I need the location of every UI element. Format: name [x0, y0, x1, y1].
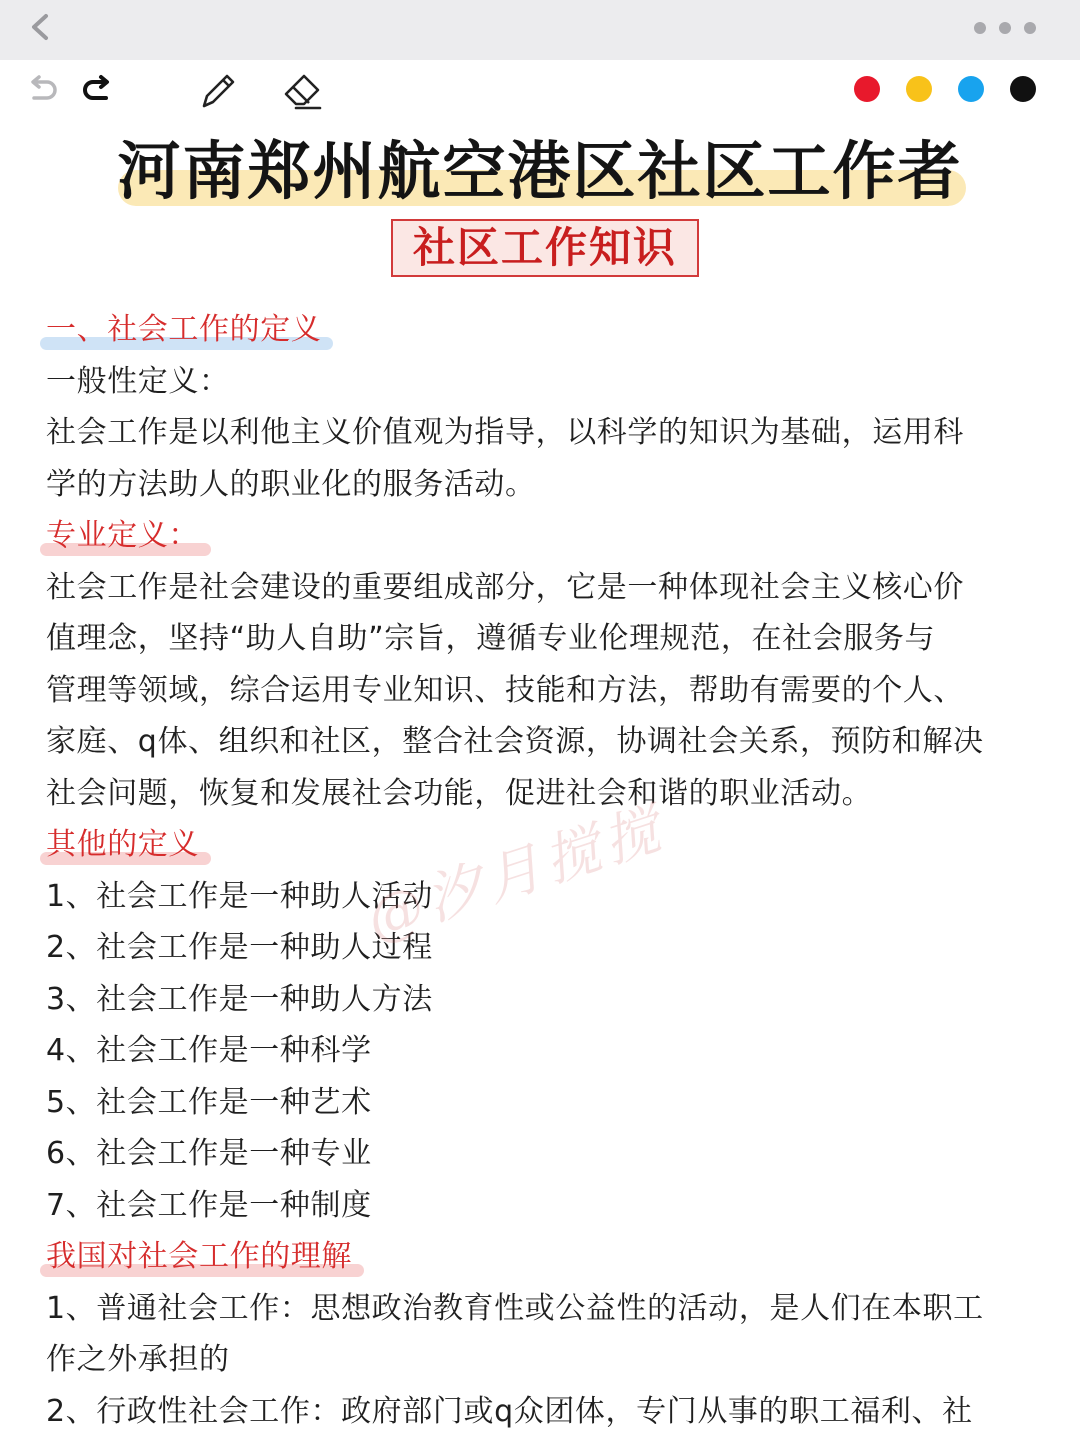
note-line: [46, 1231, 1046, 1283]
subtitle-box: [391, 219, 699, 277]
back-chevron-icon[interactable]: [26, 12, 56, 42]
section-heading: [46, 304, 321, 356]
note-content: [46, 304, 1046, 1437]
list-item: 7、社会工作是一种制度: [46, 1187, 372, 1223]
list-item: 1、普通社会工作：思想政治教育性或公益性的活动，是人们在本职工: [46, 1290, 984, 1326]
top-navigation-bar: [0, 0, 1080, 60]
color-swatch-yellow[interactable]: [906, 76, 932, 102]
list-item: 4、社会工作是一种科学: [46, 1033, 372, 1068]
drawing-toolbar: [0, 60, 1080, 120]
list-item: 6、社会工作是一种专业: [46, 1136, 372, 1171]
note-line: 学的方法助人的职业化的服务活动。: [46, 466, 536, 502]
note-line: 管理等领域，综合运用专业知识、技能和方法，帮助有需要的个人、: [46, 672, 964, 708]
note-line: 家庭、q体、组织和社区，整合社会资源，协调社会关系，预防和解决: [46, 724, 984, 759]
note-line: 社会工作是以利他主义价值观为指导，以科学的知识为基础，运用科: [46, 415, 964, 450]
list-item: 3、社会工作是一种助人方法: [46, 981, 433, 1017]
color-swatch-blue[interactable]: [958, 76, 984, 102]
more-dots-icon[interactable]: [970, 20, 1040, 36]
heading-text: 我国对社会工作的理解: [46, 1239, 352, 1274]
color-swatch-black[interactable]: [1010, 76, 1036, 102]
list-item: 2、行政性社会工作：政府部门或q众团体，专门从事的职工福利、社: [46, 1393, 973, 1429]
subsection-heading: [46, 1231, 352, 1283]
note-line: 社会问题，恢复和发展社会功能，促进社会和谐的职业活动。: [46, 775, 873, 811]
heading-text: 专业定义：: [46, 518, 199, 553]
title-area: [0, 126, 1080, 216]
note-line: 作之外承担的: [46, 1342, 230, 1377]
undo-icon[interactable]: [20, 68, 64, 112]
redo-icon[interactable]: [76, 68, 120, 112]
note-line: 值理念，坚持“助人自助”宗旨，遵循专业伦理规范，在社会服务与: [46, 621, 936, 656]
list-item: 1、社会工作是一种助人活动: [46, 878, 433, 914]
pencil-icon[interactable]: [196, 68, 240, 112]
note-line: [46, 304, 1046, 356]
list-item: 5、社会工作是一种艺术: [46, 1084, 372, 1120]
subsection-heading: [46, 819, 199, 871]
subsection-heading: [46, 510, 199, 562]
watermark: @汐月搅搅: [358, 795, 674, 954]
page-subtitle: 社区工作知识: [412, 223, 677, 272]
page-title: 河南郑州航空港区社区工作者: [117, 134, 963, 208]
eraser-icon[interactable]: [280, 68, 324, 112]
heading-text: 其他的定义: [46, 827, 199, 862]
note-line: [46, 510, 1046, 562]
note-line: 社会工作是社会建设的重要组成部分，它是一种体现社会主义核心价: [46, 569, 964, 605]
note-line: [46, 819, 1046, 871]
list-item: 2、社会工作是一种助人过程: [46, 930, 433, 965]
heading-text: 一、社会工作的定义: [46, 312, 322, 347]
color-swatch-red[interactable]: [854, 76, 880, 102]
note-line: 一般性定义：: [46, 363, 230, 399]
